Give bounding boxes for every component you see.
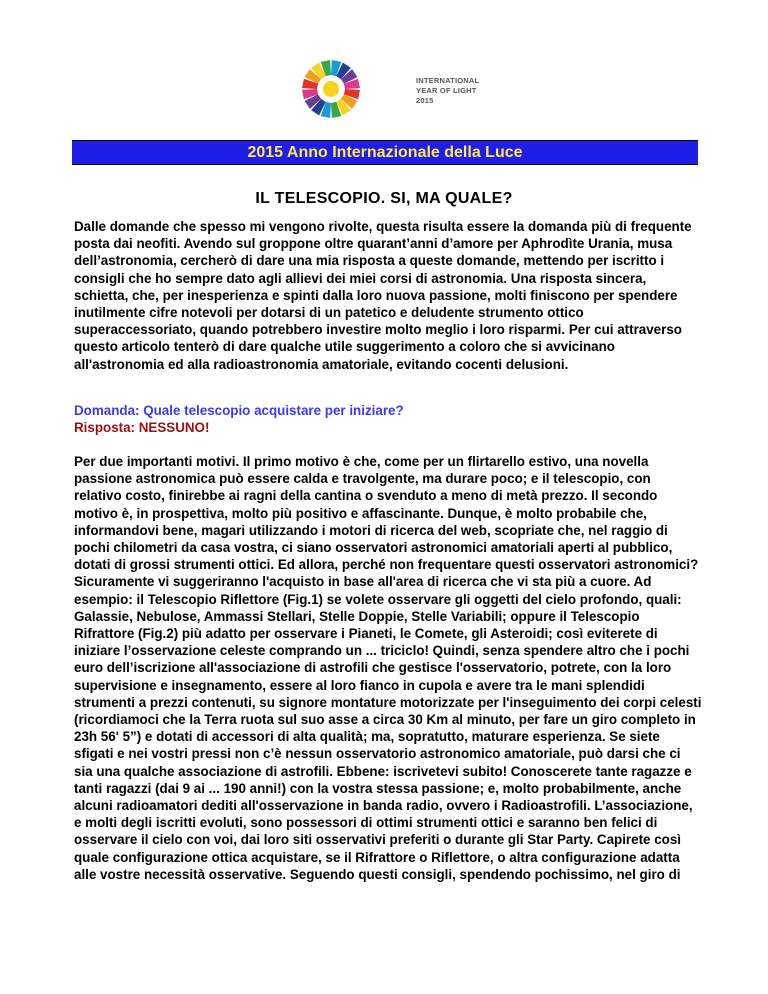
article-title: IL TELESCOPIO. SI, MA QUALE?	[255, 190, 513, 207]
banner-text: 2015 Anno Internazionale della Luce	[247, 144, 523, 161]
answer-text: Risposta: NESSUNO!	[74, 420, 210, 436]
title-banner	[72, 140, 698, 165]
iyl-logo	[300, 58, 480, 120]
question-text: Domanda: Quale telescopio acquistare per iniziare?	[74, 403, 404, 418]
intro-paragraph: Dalle domande che spesso mi vengono rivolte, questa risulta essere la domanda più di frequente posta dai neofiti. Avendo sul groppone oltre quarant’anni d’amore per Aphrodìte Urania, musa dell’astronomia, cercherò di dare una mia risposta a queste domande, mettendo per iscritto i consigli che ho sempre dato agli allievi dei miei corsi di astronomia. Una risposta sincera, schietta, che, per inesperienza e spinti dalla loro nuova passione, molti finiscono per spendere inutilmente cifre notevoli per dotarsi di un patetico e deludente strumento ottico superaccessoriato, quando potrebbero investire molto meglio i loro risparmi. Per cui attraverso questo articolo tenterò di dare qualche utile suggerimento a coloro che si avvicinano all'astronomia ed alla radioastronomia amatoriale, evitando cocenti delusioni.	[74, 219, 692, 372]
question-answer	[74, 402, 404, 436]
iyl-logo-text: INTERNATIONAL YEAR OF LIGHT 2015	[416, 76, 480, 105]
iyl-sun-logo-icon	[300, 58, 362, 120]
body-paragraph: Per due importanti motivi. Il primo motivo è che, come per un flirtarello estivo, una novella passione astronomica può essere calda e travolgente, ma durare poco; e il telescopio, con relativo costo, finirebbe ai ragni della cantina o svenduto a meno di metà prezzo. Il secondo motivo è, in prospettiva, molto più positivo e affascinante. Dunque, è molto probabile che, informandovi bene, magari utilizzando i motori di ricerca del web, scopriate che, nel raggio di pochi chilometri da casa vostra, ci siano osservatori astronomici amatoriali aperti al pubblico, dotati di grossi strumenti ottici. Ed allora, perché non frequentare questi osservatori astronomici? Sicuramente vi suggeriranno l'acquisto in base all'area di ricerca che vi sta più a cuore. Ad esempio: il Telescopio Riflettore (Fig.1) se volete osservare gli oggetti del cielo profondo, quali: Galassie, Nebulose, Ammassi Stellari, Stelle Doppie, Stelle Variabili; oppure il Telescopio Rifrattore (Fig.2) più adatto per osservare i Pianeti, le Comete, gli Asteroidi; così eviterete di iniziare l’osservazione celeste comprando un ... triciclo! Quindi, senza spendere altro che i pochi euro dell’iscrizione all'associazione di astrofili che gestisce l'osservatorio, potrete, con la loro supervisione e insegnamento, essere al loro fianco in cupola e avere tra le mani splendidi strumenti a prezzi contenuti, su signore montature motorizzate per l'inseguimento dei corpi celesti (ricordiamoci che la Terra ruota sul suo asse a circa 30 Km al minuto, per fare un giro completo in 23h 56' 5”) e dotati di accessori di alta qualità; ma, sopratutto, maturare esperienza. Se siete sfigati e nei vostri pressi non c’è nessun osservatorio astronomico amatoriale, può darsi che ci sia una qualche associazione di astrofili. Ebbene: iscrivetevi subito! Conoscerete tante ragazze e tanti ragazzi (dai 9 ai ... 190 anni!) con la vostra stessa passione; e, molto probabilmente, anche alcuni radioamatori dediti all'osservazione in banda radio, ovvero i Radioastrofili. L’associazione, e molti degli iscritti evoluti, sono possessori di ottimi strumenti ottici e saranno ben felici di osservare il cielo con voi, dai loro siti osservativi preferiti o durante gli Star Party. Capirete così quale configurazione ottica acquistare, se il Rifrattore o Riflettore, o altra configurazione adatta alle vostre necessità osservative. Seguendo questi consigli, spendendo pochissimo, nel giro di	[74, 454, 702, 882]
